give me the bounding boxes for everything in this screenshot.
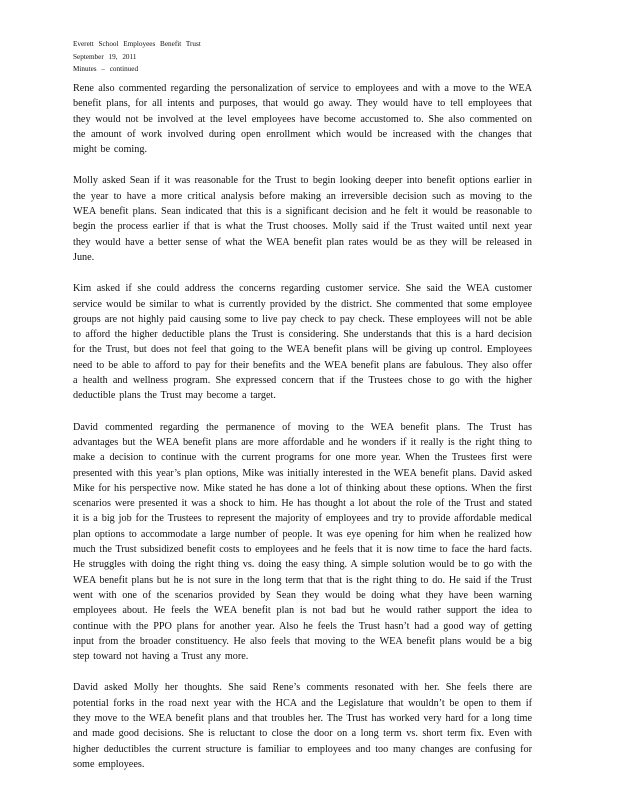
header-trust-name: Everett School Employees Benefit Trust [73, 40, 201, 48]
header-meeting-date: September 19, 2011 [73, 52, 137, 61]
running-header [73, 38, 313, 76]
header-minutes-continued: Minutes – continued [73, 65, 139, 73]
paragraph-david-asks-molly: David asked Molly her thoughts. She said Rene’s comments resonated with her. She feels there are potential forks in the road next year with the HCA and the Legislature that wouldn’t be open to them if they move to the WEA benefit plans and that troubles her. The Trust has worked very hard for a long time and made good decisions. She is reluctant to close the door on a long term vs. short term fix. Even with higher deductibles the current structure is familiar to employees and too many changes are confusing for some employees. [73, 682, 532, 770]
paragraph-molly-asks-sean: Molly asked Sean if it was reasonable for the Trust to begin looking deeper into benefit options earlier in the year to have a more critical analysis before making an irreversible decision such as moving to the WEA benefit plans. Sean indicated that this is a significant decision and he felt it would be reasonable to begin the process earlier if that is what the Trust chooses. Molly said if the Trust waited until next year they would have a better sense of what the WEA benefit plan rates would be as they will be released in June. [73, 175, 532, 263]
paragraph-david-permanence: David commented regarding the permanence of moving to the WEA benefit plans. The Trust has advantages but the WEA benefit plans are more affordable and he wonders if it really is the right thing to make a decision to continue with the current programs for one more year. When the Trustees first were presented with this year’s plan options, Mike was initially interested in the WEA benefit plans. David asked Mike for his perspective now. Mike stated he has done a lot of thinking about these options. When the first scenarios were presented it was a shock to him. He has thought a lot about the role of the Trust and stated it is a big job for the Trustees to represent the majority of employees and try to provide affordable medical plan options to accommodate a large number of people. It was eye opening for him when he realized how much the Trust subsidized benefit costs to employees and he feels that it is now time to face the hard facts. He struggles with doing the right thing vs. doing the easy thing. A simple solution would be to go with the WEA benefit plans but he is not sure in the long term that that is the right thing to do. He said if the Trust went with one of the scenarios provided by Sean they would be doing what they have been warning employees about. He feels the WEA benefit plan is not bad but he would rather support the idea to continue with the PPO plans for another year. Also he feels the Trust hasn’t had a good way of getting input from the broader constituency. He also feels that moving to the WEA benefit plans would be a big step toward not having a Trust any more. [73, 421, 532, 663]
paragraph-kim-customer-service: Kim asked if she could address the concerns regarding customer service. She said the WEA customer service would be similar to what is currently provided by the district. She commented that some employee groups are not highly paid causing some to live pay check to pay check. These employees will not be able to afford the higher deductible plans the Trust is considering. She understands that this is a hard decision for the Trust, but does not feel that going to the WEA benefit plans will be giving up control. Employees need to be able to afford to pay for their benefits and the WEA benefit plans are fabulous. They also offer a health and wellness program. She expressed concern that if the Trustees chose to go with the higher deductible plans the Trust may become a target. [73, 283, 532, 402]
paragraph-rene-comments: Rene also commented regarding the personalization of service to employees and with a move to the WEA benefit plans, for all intents and purposes, that would go away. They would have to tell employees that they would not be involved at the level employees have become accustomed to. She also commented on the amount of work involved during open enrollment which would be increased with the changes that might be coming. [73, 83, 532, 156]
minutes-body [73, 81, 532, 788]
